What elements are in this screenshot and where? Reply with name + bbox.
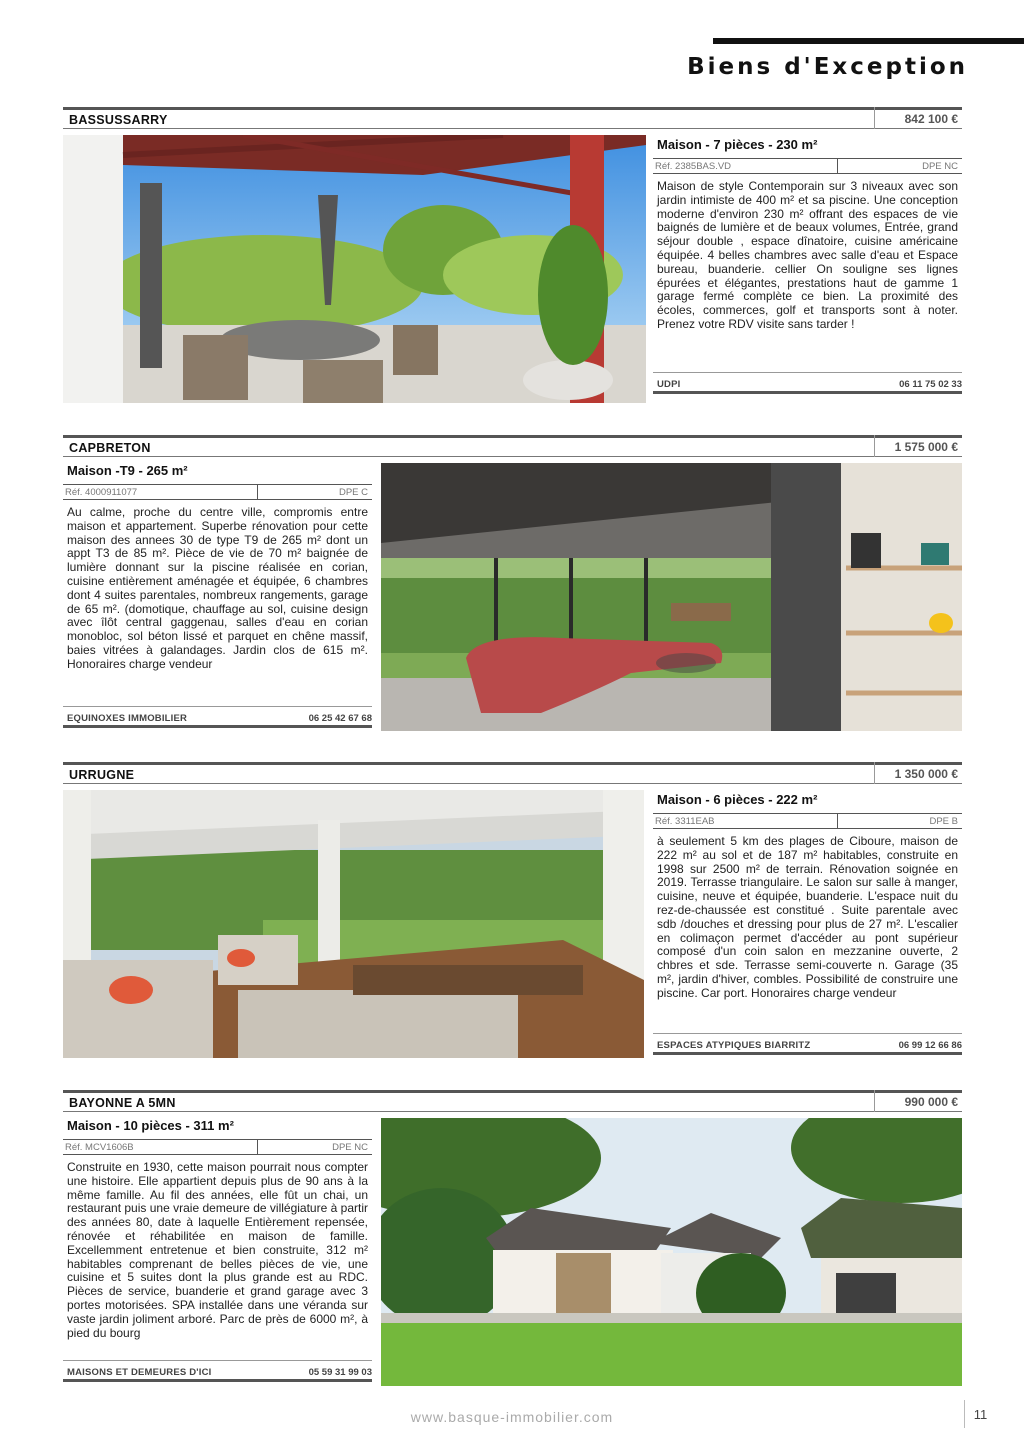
reference-row bbox=[63, 1140, 372, 1155]
property-photo bbox=[63, 135, 646, 403]
property-info bbox=[653, 135, 962, 403]
dpe-rating: DPE B bbox=[929, 816, 958, 827]
property-info bbox=[653, 790, 962, 1058]
agency-name: UDPI bbox=[657, 379, 681, 390]
listing-capbreton bbox=[63, 435, 962, 731]
property-description: Maison de style Contemporain sur 3 niveaux avec son jardin intimiste de 400 m² et sa piscine. Une conception moderne d'environ 230 m² offrant des espaces de vie baignés de lumière et de beaux volumes, Entrée, grand séjour double , espace dînatoire, cuisine américaine équipée. 4 belles chambres avec salle d'eau et Espace bureau, buanderie. cellier On souligne ses lignes épurées et élégantes, prestations haut de gamme 1 garage fermé complète ce bien. La proximité des écoles, commerces, golf et transports sont à noter. Prenez votre RDV visite sans tarder ! bbox=[657, 179, 958, 331]
listing-header bbox=[63, 107, 962, 129]
reference-row bbox=[653, 814, 962, 829]
listing-footer bbox=[653, 372, 962, 394]
property-title: Maison - 10 pièces - 311 m² bbox=[63, 1116, 372, 1140]
reference-row bbox=[653, 159, 962, 174]
property-photo bbox=[381, 463, 962, 731]
listing-city: BAYONNE A 5MN bbox=[69, 1096, 176, 1110]
property-info bbox=[63, 1116, 372, 1386]
listing-price: 990 000 € bbox=[874, 1090, 962, 1112]
property-photo bbox=[63, 790, 644, 1058]
ref-divider bbox=[257, 485, 258, 499]
reference-number: Réf. 3311EAB bbox=[655, 816, 715, 827]
ref-divider bbox=[837, 159, 838, 173]
property-description: Au calme, proche du centre ville, compromis entre maison et appartement. Superbe rénovation pour cette maison des annees 30 de type T9 de 265 m² dont un appt T3 de 85 m². Pièce de vie de 70 m² baignée de lumière donnant sur la piscine réalisée en corian, cuisine entièrement aménagée et équipée, 6 chambres dont 4 suites parentales, nombreux rangements, garage de 65 m². (domotique, chauffage au sol, cuisine design avec îlôt central gaggenau, salles d'eau en corian monobloc, sol béton lissé et parquet en chêne massif, baies vitrées à galandages. Jardin clos de 615 m². Honoraires charge vendeur bbox=[67, 505, 368, 671]
section-title: Biens d'Exception bbox=[687, 54, 968, 80]
listing-city: BASSUSSARRY bbox=[69, 113, 168, 127]
website-footer: www.basque-immobilier.com bbox=[410, 1409, 614, 1425]
reference-row bbox=[63, 485, 372, 500]
listing-urrugne bbox=[63, 762, 962, 1058]
agency-name: MAISONS ET DEMEURES D'ICI bbox=[67, 1367, 212, 1378]
listing-header bbox=[63, 435, 962, 457]
reference-number: Réf. 2385BAS.VD bbox=[655, 161, 732, 172]
property-description: Construite en 1930, cette maison pourrait nous compter une histoire. Elle appartient depuis plus de 90 ans à la même famille. Au fil des années, elle fût un chai, un restaurant puis une vraie demeure de villégiature à partir des années 80, date à laquelle Entièrement repensée, rénovée et réhabilitée en maison de famille. Excellemment entretenue et bien construite, 312 m² habitables comprenant de belles pièces de vie, une cuisine et 5 suites dont la plus grande est au RDC. Pièces de service, buanderie et grand garage avec 3 portes motorisées. SPA installée dans une véranda sur vaste jardin joliment arboré. Parc de près de 6000 m², à pied du bourg bbox=[67, 1160, 368, 1340]
listing-header bbox=[63, 1090, 962, 1112]
listing-city: URRUGNE bbox=[69, 768, 135, 782]
top-rule bbox=[713, 38, 1024, 44]
listing-footer bbox=[63, 1360, 372, 1382]
listing-price: 842 100 € bbox=[874, 107, 962, 129]
agency-name: ESPACES ATYPIQUES BIARRITZ bbox=[657, 1040, 811, 1051]
dpe-rating: DPE C bbox=[338, 487, 368, 498]
page-number: 11 bbox=[964, 1400, 996, 1428]
listing-price: 1 575 000 € bbox=[874, 435, 962, 457]
reference-number: Réf. 4000911077 bbox=[65, 487, 138, 498]
ref-divider bbox=[257, 1140, 258, 1154]
reference-number: Réf. MCV1606B bbox=[65, 1142, 134, 1153]
listing-city: CAPBRETON bbox=[69, 441, 151, 455]
dpe-rating: DPE NC bbox=[332, 1142, 368, 1153]
ref-divider bbox=[837, 814, 838, 828]
listing-footer bbox=[653, 1033, 962, 1055]
property-description: à seulement 5 km des plages de Ciboure, maison de 222 m² au sol et de 187 m² habitables, construite en 1998 sur 2500 m² de terrain. Rénovation soignée en 2019. Terrasse triangulaire. Le salon sur salle à manger, cuisine, neuve et équipée, buanderie. L'espace nuit du rez-de-chaussée est constitué . Suite parentale avec sdb /douches et dressing pour plus de 27 m². L'escalier en colimaçon permet d'accéder au pont supérieur composé d'un coin salon en mezzanine ouverte, 2 chbres et sde. Terrasse semi-couverte n. Garage (35 m², jardin d'hiver, combles. Possibilité de construire une piscine. Car port. Honoraires charge vendeur bbox=[657, 834, 958, 1000]
property-title: Maison -T9 - 265 m² bbox=[63, 461, 372, 485]
dpe-rating: DPE NC bbox=[922, 161, 958, 172]
listing-bassussarry bbox=[63, 107, 962, 403]
property-title: Maison - 6 pièces - 222 m² bbox=[653, 790, 962, 814]
property-photo bbox=[381, 1118, 962, 1386]
agency-phone: 05 59 31 99 03 bbox=[308, 1367, 372, 1378]
property-title: Maison - 7 pièces - 230 m² bbox=[653, 135, 962, 159]
listing-price: 1 350 000 € bbox=[874, 762, 962, 784]
listing-bayonne bbox=[63, 1090, 962, 1386]
agency-phone: 06 25 42 67 68 bbox=[308, 713, 372, 724]
listing-header bbox=[63, 762, 962, 784]
listing-footer bbox=[63, 706, 372, 728]
property-info bbox=[63, 461, 372, 731]
agency-phone: 06 99 12 66 86 bbox=[898, 1040, 962, 1051]
agency-name: EQUINOXES IMMOBILIER bbox=[67, 713, 188, 724]
agency-phone: 06 11 75 02 33 bbox=[899, 379, 962, 390]
